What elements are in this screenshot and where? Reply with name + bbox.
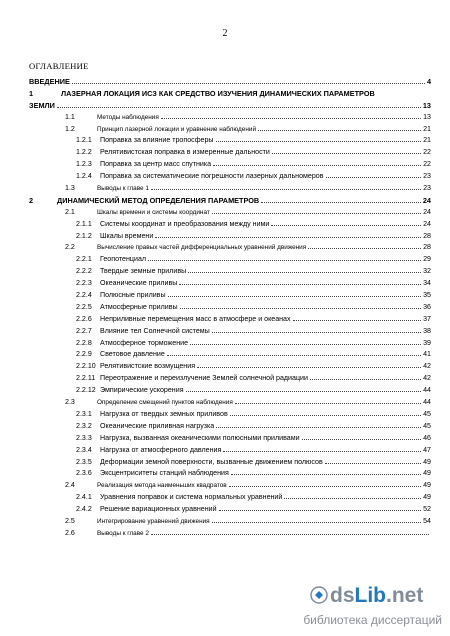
toc-entry-number: 2.4.2: [76, 505, 92, 514]
toc-entry[interactable]: [29, 398, 431, 410]
toc-entry-text: Уравнения поправок и система нормальных уравнений: [100, 493, 283, 502]
toc-entry-page: 38: [423, 326, 431, 335]
toc-entry-number: 1.2.4: [76, 172, 92, 181]
toc-entry-page: 45: [423, 421, 431, 430]
toc-entry-page: 22: [423, 160, 431, 169]
toc-entry-number: 2.2.12: [76, 386, 96, 395]
toc-entry-page: 39: [423, 338, 431, 347]
toc-entry-text: Световое давление: [100, 350, 165, 359]
toc-entries: [29, 113, 431, 541]
toc-entry-number: 2.5: [65, 516, 75, 525]
toc-entry-number: 2.2.2: [76, 267, 92, 276]
toc-entry-number: 2.3.2: [76, 421, 92, 430]
leader-dots: [216, 141, 422, 142]
toc-entry-text: Поправка за систематические погрешности лазерных дальномеров: [100, 172, 324, 181]
leader-dots: [284, 498, 421, 499]
toc-entry-text: Переотражение и переизлучение Землей солнечной радиации: [100, 374, 308, 383]
toc-entry-page: 41: [423, 350, 431, 359]
toc-entry-page: 49: [423, 481, 431, 490]
toc-entry-text: ДИНАМИЧЕСКИЙ МЕТОД ОПРЕДЕЛЕНИЯ ПАРАМЕТРОВ: [57, 195, 260, 205]
toc-entry[interactable]: [29, 517, 431, 529]
toc-entry[interactable]: [29, 208, 431, 220]
toc-entry-text-continued: ЗЕМЛИ: [29, 100, 55, 110]
leader-dots: [155, 237, 421, 238]
toc-entry-page: 52: [423, 505, 431, 514]
toc-entry-page: 44: [423, 398, 431, 407]
leader-dots: [212, 213, 421, 214]
toc-entry-page: 22: [423, 148, 431, 157]
toc-entry-page: 45: [423, 409, 431, 418]
leader-dots: [229, 486, 421, 487]
toc-entry-text: Шкалы времени: [100, 231, 154, 240]
leader-dots: [223, 451, 421, 452]
leader-dots: [310, 379, 421, 380]
toc-entry-text: Решение вариационных уравнений: [100, 505, 217, 514]
toc-entry-page: 4: [426, 77, 431, 86]
toc-entry-page: 21: [423, 136, 431, 145]
toc-entry[interactable]: [29, 291, 431, 303]
leader-dots: [302, 439, 422, 440]
leader-dots: [212, 522, 421, 523]
toc-entry-page: 42: [423, 362, 431, 371]
toc-entry[interactable]: [29, 529, 431, 541]
toc-entry-text: Твердые земные приливы: [100, 267, 187, 276]
toc-entry-number: 1.2.1: [76, 136, 92, 145]
toc-title: ОГЛАВЛЕНИЕ: [29, 61, 89, 71]
toc-entry-number: 2.3.4: [76, 445, 92, 454]
toc-entry-number: 2.3: [65, 398, 75, 407]
leader-dots: [197, 367, 421, 368]
toc-entry-number: 2.2.3: [76, 279, 92, 288]
toc-entry-number: 2.2.8: [76, 338, 92, 347]
toc-entry-text: Системы координат и преобразования между ними: [100, 219, 270, 228]
toc-entry-text: Вычисление правых частей дифференциальных уравнений движения: [97, 244, 307, 252]
toc-entry[interactable]: [29, 469, 431, 481]
toc-entry-text: ВВЕДЕНИЕ: [29, 77, 70, 86]
toc-entry-text: Нагрузка от атмосферного давления: [100, 445, 222, 454]
toc-entry-number: 2.2.5: [76, 302, 92, 311]
leader-dots: [161, 118, 421, 119]
toc-entry-text: Атмосферные приливы: [100, 302, 178, 311]
toc-entry[interactable]: [29, 113, 431, 125]
toc-entry[interactable]: [29, 315, 431, 327]
watermark-subtitle: библиотека диссертаций: [303, 613, 442, 627]
toc-entry-page: 23: [423, 172, 431, 181]
leader-dots: [212, 332, 421, 333]
toc-entry-text: Выводы к главе 1: [97, 185, 149, 193]
leader-dots: [261, 202, 421, 203]
toc-entry-text: Деформации земной поверхности, вызванные движением полюсов: [100, 457, 323, 466]
toc-entry-number: 2.2.9: [76, 350, 92, 359]
toc-entry-text: Нагрузка, вызванная океаническими полюсными приливами: [100, 433, 300, 442]
toc-entry[interactable]: [29, 172, 431, 184]
toc-entry[interactable]: [29, 160, 431, 172]
toc-entry-number: 1.1: [65, 112, 75, 121]
toc-entry-chapter-1[interactable]: [29, 89, 431, 113]
leader-dots: [188, 272, 421, 273]
toc-entry-page: 44: [423, 386, 431, 395]
toc-entry[interactable]: [29, 339, 431, 351]
toc-entry-text: Поправка за влияние тропосферы: [100, 136, 214, 145]
toc-entry[interactable]: [29, 458, 431, 470]
leader-dots: [272, 153, 421, 154]
toc-entry-text: Определение смещений пунктов наблюдения: [97, 399, 233, 407]
watermark: [272, 584, 442, 630]
toc-entry-number: 2.3.3: [76, 433, 92, 442]
toc-entry-text: Влияние тел Солнечной системы: [100, 326, 210, 335]
leader-dots: [235, 403, 421, 404]
toc-entry-number: 2.6: [65, 528, 75, 537]
toc-entry[interactable]: [29, 136, 431, 148]
leader-dots: [308, 248, 421, 249]
toc-entry-number: 2.4.1: [76, 493, 92, 502]
toc-entry-page: 47: [423, 445, 431, 454]
toc-entry-page: 34: [423, 279, 431, 288]
leader-dots: [271, 225, 421, 226]
toc-entry[interactable]: [29, 232, 431, 244]
leader-dots: [167, 355, 421, 356]
toc-entry-page: 24: [422, 195, 431, 205]
toc-entry-number: 2.2.10: [76, 362, 96, 371]
toc-entry-page: 49: [423, 469, 431, 478]
toc-entry[interactable]: [29, 220, 431, 232]
page-number: 2: [222, 28, 228, 39]
toc-entry-number: 1.2.2: [76, 148, 92, 157]
leader-dots: [258, 130, 421, 131]
toc-entry-number: 2.1.1: [76, 219, 92, 228]
toc-entry-number: 2.2.1: [76, 255, 92, 264]
toc-entry-text: Океанические приливы: [100, 279, 178, 288]
toc-entry[interactable]: [29, 148, 431, 160]
toc-entry-page: 54: [423, 516, 431, 525]
toc-entry-text: Интегрирование уравнений движения: [97, 517, 210, 525]
toc-entry-text: ЛАЗЕРНАЯ ЛОКАЦИЯ ИСЗ КАК СРЕДСТВО ИЗУЧЕНИЯ ДИНАМИЧЕСКИХ ПАРАМЕТРОВ: [61, 88, 375, 98]
toc-entry-page: 49: [423, 457, 431, 466]
leader-dots: [190, 344, 421, 345]
toc-entry-page: 28: [423, 243, 431, 252]
toc-entry-number: 2.1.2: [76, 231, 92, 240]
leader-dots: [179, 284, 421, 285]
leader-dots: [325, 463, 421, 464]
leader-dots: [186, 391, 422, 392]
toc-entry[interactable]: [29, 493, 431, 505]
toc-entry-text: Выводы к главе 2: [97, 529, 149, 537]
toc-entry[interactable]: [29, 267, 431, 279]
leader-dots: [231, 474, 421, 475]
toc-entry-text: Эксцентриситеты станций наблюдения: [100, 469, 229, 478]
toc-entry-page: 23: [423, 184, 431, 193]
toc-entry-page: 35: [423, 291, 431, 300]
toc-entry-page: 36: [423, 302, 431, 311]
toc-entry-page: 42: [423, 374, 431, 383]
toc-entry[interactable]: [29, 434, 431, 446]
toc-entry[interactable]: [29, 243, 431, 255]
toc-entry-number: 2.1: [65, 207, 75, 216]
watermark-logo-net: .net: [386, 584, 424, 607]
leader-dots: [230, 415, 421, 416]
toc-entry-text: Методы наблюдения: [97, 113, 159, 121]
toc-entry-number: 2.2.7: [76, 326, 92, 335]
toc-entry[interactable]: [29, 374, 431, 386]
leader-dots: [216, 427, 421, 428]
toc-entry-number: 1.2: [65, 124, 75, 133]
dslib-logo-icon: [310, 586, 328, 604]
toc-entry[interactable]: [29, 362, 431, 374]
toc-entry-number: 2.3.5: [76, 457, 92, 466]
toc-entry-number: 2.2.6: [76, 314, 92, 323]
leader-dots: [219, 510, 422, 511]
leader-dots: [326, 177, 422, 178]
toc-entry-text: Атмосферное торможение: [100, 338, 189, 347]
toc-entry-number: 2.3.1: [76, 409, 92, 418]
toc-entry-number: 1.3: [65, 184, 75, 193]
toc-entry-number: 2: [29, 195, 34, 205]
toc-entry[interactable]: [29, 255, 431, 267]
leader-dots: [180, 308, 422, 309]
table-of-contents: [29, 77, 431, 541]
toc-entry-text: Принцип лазерной локации и уравнение наблюдений: [97, 125, 257, 133]
toc-entry[interactable]: [29, 386, 431, 398]
leader-dots: [72, 83, 425, 84]
toc-entry-page: 49: [423, 493, 431, 502]
toc-entry[interactable]: [29, 446, 431, 458]
toc-entry-page: 24: [423, 207, 431, 216]
toc-entry-page: 32: [423, 267, 431, 276]
toc-entry-page: 28: [423, 231, 431, 240]
watermark-logo-ds: ds: [330, 584, 355, 607]
toc-entry[interactable]: [29, 125, 431, 137]
toc-entry-number: 2.2.4: [76, 291, 92, 300]
toc-entry[interactable]: [29, 327, 431, 339]
leader-dots: [213, 165, 421, 166]
leader-dots: [293, 320, 422, 321]
toc-entry-number: 2.4: [65, 481, 75, 490]
toc-entry-text: Полюсные приливы: [100, 291, 166, 300]
toc-entry-number: 1: [29, 88, 34, 98]
toc-entry-text: Неприливные перемещения масс в атмосфере и океанах: [100, 314, 291, 323]
toc-entry-page: 37: [423, 314, 431, 323]
toc-entry-text: Релятивистские возмущения: [100, 362, 196, 371]
toc-entry-text: Релятивистская поправка в измеренные дальности: [100, 148, 270, 157]
toc-entry-page: 29: [423, 255, 431, 264]
leader-dots: [57, 107, 421, 108]
toc-entry-text: Эмпирические ускорения: [100, 386, 184, 395]
toc-entry[interactable]: [29, 279, 431, 291]
toc-entry[interactable]: [29, 350, 431, 362]
toc-entry[interactable]: [29, 422, 431, 434]
leader-dots: [148, 260, 421, 261]
toc-entry-text: Океанические приливная нагрузка: [100, 421, 215, 430]
leader-dots: [168, 296, 422, 297]
toc-entry-intro[interactable]: [29, 77, 431, 89]
watermark-logo: [330, 584, 423, 608]
toc-entry[interactable]: [29, 196, 431, 208]
toc-entry-page: 13: [423, 112, 431, 121]
watermark-logo-lib: Lib: [354, 584, 387, 607]
toc-entry-page: 21: [423, 124, 431, 133]
toc-entry-number: 2.2.11: [76, 374, 96, 383]
toc-entry-text: Шкалы времени и системы координат: [97, 208, 210, 216]
toc-entry-text: Поправка за центр масс спутника: [100, 160, 212, 169]
toc-entry-text: Реализация метода наименьших квадратов: [97, 482, 227, 490]
leader-dots: [151, 189, 421, 190]
toc-entry[interactable]: [29, 184, 431, 196]
toc-entry-text: Геопотенциал: [100, 255, 147, 264]
toc-entry-page: 13: [422, 100, 431, 110]
toc-entry-number: 2.2: [65, 243, 75, 252]
toc-entry[interactable]: [29, 303, 431, 315]
toc-entry-number: 2.3.6: [76, 469, 92, 478]
leader-dots: [151, 534, 429, 535]
toc-entry[interactable]: [29, 410, 431, 422]
toc-entry-page: 24: [423, 219, 431, 228]
toc-entry[interactable]: [29, 481, 431, 493]
toc-entry[interactable]: [29, 505, 431, 517]
toc-entry-number: 1.2.3: [76, 160, 92, 169]
toc-entry-page: 46: [423, 433, 431, 442]
toc-entry-text: Нагрузка от твердых земных приливов: [100, 409, 228, 418]
